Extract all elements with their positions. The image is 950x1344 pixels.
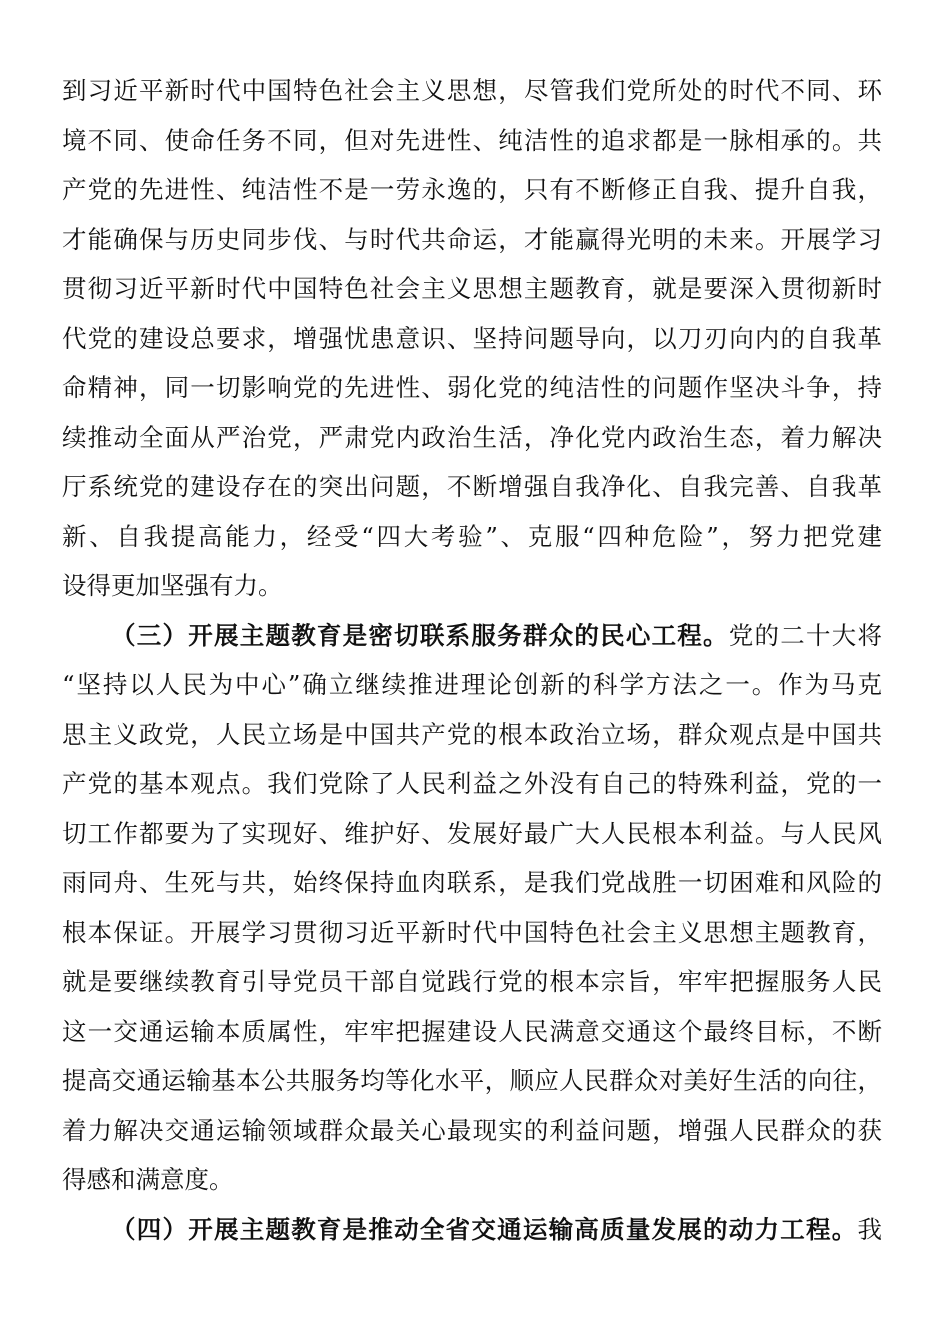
text-line: 提高交通运输基本公共服务均等化水平，顺应人民群众对美好生活的向往， (62, 1066, 882, 1095)
text-line: 得感和满意度。 (62, 1165, 234, 1194)
section-heading-line (62, 611, 882, 661)
paragraph-development-project (62, 1205, 882, 1255)
text-line: 就是要继续教育引导党员干部自觉践行党的根本宗旨，牢牢把握服务人民 (62, 967, 882, 996)
text-line: “坚持以人民为中心”确立继续推进理论创新的科学方法之一。作为马克 (62, 670, 882, 699)
text-line: 雨同舟、生死与共，始终保持血肉联系，是我们党战胜一切困难和风险的 (62, 868, 882, 897)
paragraph-advancement-purity (62, 66, 882, 611)
text-line: 到习近平新时代中国特色社会主义思想，尽管我们党所处的时代不同、环 (62, 76, 882, 105)
text-line: 厅系统党的建设存在的突出问题，不断增强自我净化、自我完善、自我革 (62, 472, 882, 501)
text-line: 才能确保与历史同步伐、与时代共命运，才能赢得光明的未来。开展学习 (62, 224, 882, 254)
section-heading-line (62, 1205, 882, 1255)
text-line: 着力解决交通运输领域群众最关心最现实的利益问题，增强人民群众的获 (62, 1115, 882, 1145)
text-line: 设得更加坚强有力。 (62, 571, 283, 600)
heading-continuation: 我 (857, 1214, 882, 1244)
section-heading-3: （三）开展主题教育是密切联系服务群众的民心工程。 (111, 620, 729, 650)
text-line: 命精神，同一切影响党的先进性、弱化党的纯洁性的问题作坚决斗争，持 (62, 373, 882, 402)
document-page (62, 66, 882, 1254)
text-line: 境不同、使命任务不同，但对先进性、纯洁性的追求都是一脉相承的。共 (62, 125, 882, 155)
heading-continuation: 党的二十大将 (728, 620, 883, 650)
text-line: 切工作都要为了实现好、维护好、发展好最广大人民根本利益。与人民风 (62, 818, 882, 848)
text-line: 产党的先进性、纯洁性不是一劳永逸的，只有不断修正自我、提升自我， (62, 175, 882, 204)
section-heading-4: （四）开展主题教育是推动全省交通运输高质量发展的动力工程。 (111, 1214, 858, 1244)
text-line: 新、自我提高能力，经受“四大考验”、克服“四种危险”，努力把党建 (62, 521, 882, 551)
text-line: 续推动全面从严治党，严肃党内政治生活，净化党内政治生态，着力解决 (62, 422, 882, 452)
text-line: 根本保证。开展学习贯彻习近平新时代中国特色社会主义思想主题教育， (62, 917, 882, 947)
text-line: 产党的基本观点。我们党除了人民利益之外没有自己的特殊利益，党的一 (62, 769, 882, 798)
paragraph-people-project (62, 611, 882, 1205)
text-line: 这一交通运输本质属性，牢牢把握建设人民满意交通这个最终目标，不断 (62, 1016, 882, 1046)
text-line: 代党的建设总要求，增强忧患意识、坚持问题导向，以刀刃向内的自我革 (62, 323, 882, 353)
text-line: 贯彻习近平新时代中国特色社会主义思想主题教育，就是要深入贯彻新时 (62, 274, 882, 303)
text-line: 思主义政党，人民立场是中国共产党的根本政治立场，群众观点是中国共 (62, 719, 882, 749)
